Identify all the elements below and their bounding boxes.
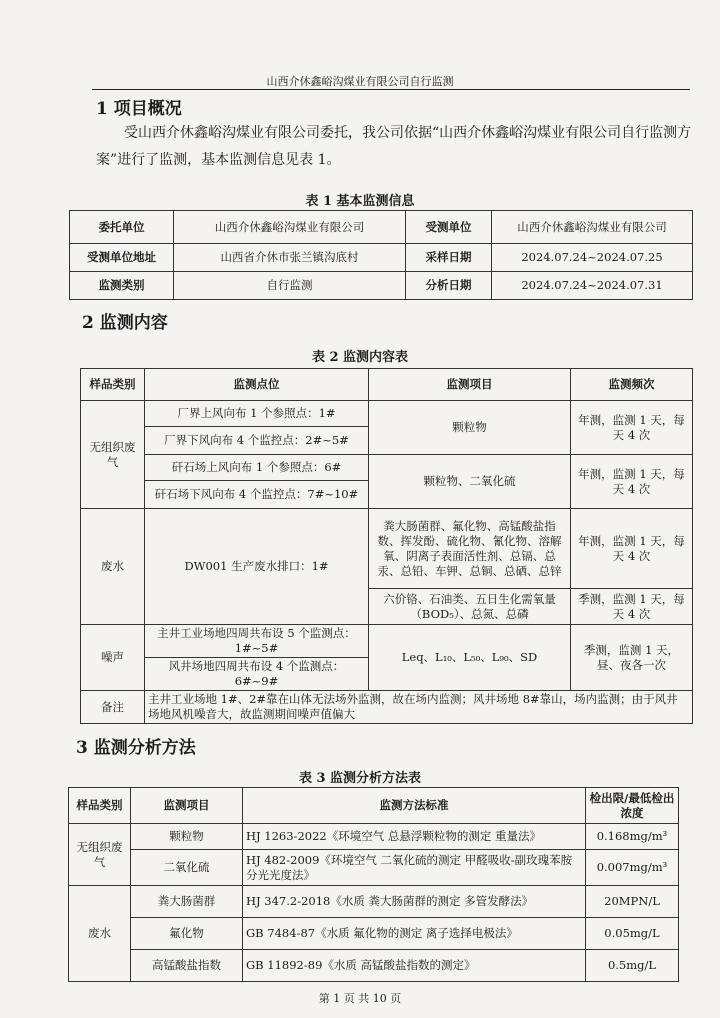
table-cell: GB 7484-87《水质 氟化物的测定 离子选择电极法》 (243, 918, 586, 950)
table-cell: 0.5mg/L (586, 950, 679, 982)
table-cell: 受测单位 (406, 211, 492, 244)
table-cell: 二氧化硫 (131, 850, 243, 886)
table-row (81, 691, 693, 724)
category-cell: 废水 (81, 509, 145, 625)
table-cell: 委托单位 (70, 211, 174, 244)
remark-label: 备注 (81, 691, 145, 724)
remark-text: 主井工业场地 1#、2#靠在山体无法场外监测，故在场内监测；风井场地 8#靠山，场内监测；由于风井场地风机噪音大，故监测期间噪声值偏大 (145, 691, 693, 724)
table-cell: 受测单位地址 (70, 244, 174, 272)
column-header: 监测项目 (131, 788, 243, 824)
category-cell: 无组织废气 (69, 824, 131, 886)
table-cell: 采样日期 (406, 244, 492, 272)
table-cell: 季测，监测 1 天，每天 4 次 (571, 589, 693, 625)
table-cell: 自行监测 (174, 272, 406, 300)
table-cell: 山西介休鑫峪沟煤业有限公司 (174, 211, 406, 244)
table-row (70, 272, 693, 300)
table-3-caption: 表 3 监测分析方法表 (298, 771, 422, 786)
table-cell: 2024.07.24~2024.07.31 (492, 272, 693, 300)
table-cell: 山西省介休市张兰镇沟底村 (174, 244, 406, 272)
section-1-title: 1 项目概况 (96, 99, 182, 119)
header-divider (92, 89, 690, 90)
table-monitoring-content (80, 368, 693, 724)
table-cell: 矸石场上风向布 1 个参照点：6# (145, 455, 369, 481)
section-2-title: 2 监测内容 (82, 313, 168, 333)
table-row (70, 244, 693, 272)
table-cell: 矸石场下风向布 4 个监控点：7#~10# (145, 481, 369, 509)
column-header: 监测频次 (571, 369, 693, 401)
table-cell: 2024.07.24~2024.07.25 (492, 244, 693, 272)
table-cell: 氟化物 (131, 918, 243, 950)
table-cell: 粪大肠菌群、氟化物、高锰酸盐指数、挥发酚、硫化物、氰化物、溶解氧、阴离子表面活性剂、总镉、总汞、总铅、车钾、总铜、总硒、总锌 (369, 509, 571, 589)
table-row (69, 918, 679, 950)
table-cell: 高锰酸盐指数 (131, 950, 243, 982)
category-cell: 废水 (69, 886, 131, 982)
table-basic-info (69, 210, 693, 300)
table-cell: 分析日期 (406, 272, 492, 300)
table-cell: 山西介休鑫峪沟煤业有限公司 (492, 211, 693, 244)
table-cell: 0.168mg/m³ (586, 824, 679, 850)
table-cell: 颗粒物、二氧化硫 (369, 455, 571, 509)
column-header: 样品类别 (69, 788, 131, 824)
section-3-title: 3 监测分析方法 (76, 738, 196, 758)
table-cell: 监测类别 (70, 272, 174, 300)
table-cell: 年测，监测 1 天，每天 4 次 (571, 509, 693, 589)
table-header-row (69, 788, 679, 824)
table-cell: 风井场地四周共布设 4 个监测点：6#~9# (145, 658, 369, 691)
table-row (81, 625, 693, 658)
table-cell: 0.007mg/m³ (586, 850, 679, 886)
table-1-caption: 表 1 基本监测信息 (305, 194, 415, 209)
table-cell: 0.05mg/L (586, 918, 679, 950)
table-row (81, 455, 693, 481)
table-cell: 颗粒物 (131, 824, 243, 850)
section-1-paragraph: 受山西介休鑫峪沟煤业有限公司委托，我公司依据“山西介休鑫峪沟煤业有限公司自行监测方案”进行了监测，基本监测信息见表 1。 (96, 125, 692, 168)
table-2-caption: 表 2 监测内容表 (311, 350, 409, 365)
table-row (69, 850, 679, 886)
table-analysis-methods (68, 787, 679, 982)
table-row (81, 401, 693, 427)
column-header: 检出限/最低检出浓度 (586, 788, 679, 824)
table-cell: HJ 482-2009《环境空气 二氧化硫的测定 甲醛吸收-副玫瑰苯胺分光光度法》 (243, 850, 586, 886)
table-row (70, 211, 693, 244)
table-cell: DW001 生产废水排口：1# (145, 509, 369, 625)
column-header: 监测项目 (369, 369, 571, 401)
column-header: 样品类别 (81, 369, 145, 401)
table-cell: 20MPN/L (586, 886, 679, 918)
page-header-title: 山西介休鑫峪沟煤业有限公司自行监测 (266, 75, 454, 88)
table-cell: 季测，监测 1 天，昼、夜各一次 (571, 625, 693, 691)
category-cell: 无组织废气 (81, 401, 145, 509)
column-header: 监测点位 (145, 369, 369, 401)
category-cell: 噪声 (81, 625, 145, 691)
table-cell: 厂界上风向布 1 个参照点：1# (145, 401, 369, 427)
table-row (69, 950, 679, 982)
table-cell: Leq、L₁₀、L₅₀、L₉₀、SD (369, 625, 571, 691)
table-cell: 厂界下风向布 4 个监控点：2#~5# (145, 427, 369, 455)
page-number: 第 1 页 共 10 页 (318, 992, 402, 1005)
table-cell: HJ 1263-2022《环境空气 总悬浮颗粒物的测定 重量法》 (243, 824, 586, 850)
table-cell: 主井工业场地四周共布设 5 个监测点：1#~5# (145, 625, 369, 658)
table-row (69, 824, 679, 850)
table-cell: 粪大肠菌群 (131, 886, 243, 918)
table-cell: 年测，监测 1 天，每天 4 次 (571, 401, 693, 455)
table-cell: GB 11892-89《水质 高锰酸盐指数的测定》 (243, 950, 586, 982)
table-cell: HJ 347.2-2018《水质 粪大肠菌群的测定 多管发酵法》 (243, 886, 586, 918)
table-cell: 六价铬、石油类、五日生化需氧量（BOD₅）、总氮、总磷 (369, 589, 571, 625)
table-row (69, 886, 679, 918)
column-header: 监测方法标准 (243, 788, 586, 824)
table-header-row (81, 369, 693, 401)
table-row (81, 509, 693, 589)
table-cell: 年测，监测 1 天，每天 4 次 (571, 455, 693, 509)
table-cell: 颗粒物 (369, 401, 571, 455)
